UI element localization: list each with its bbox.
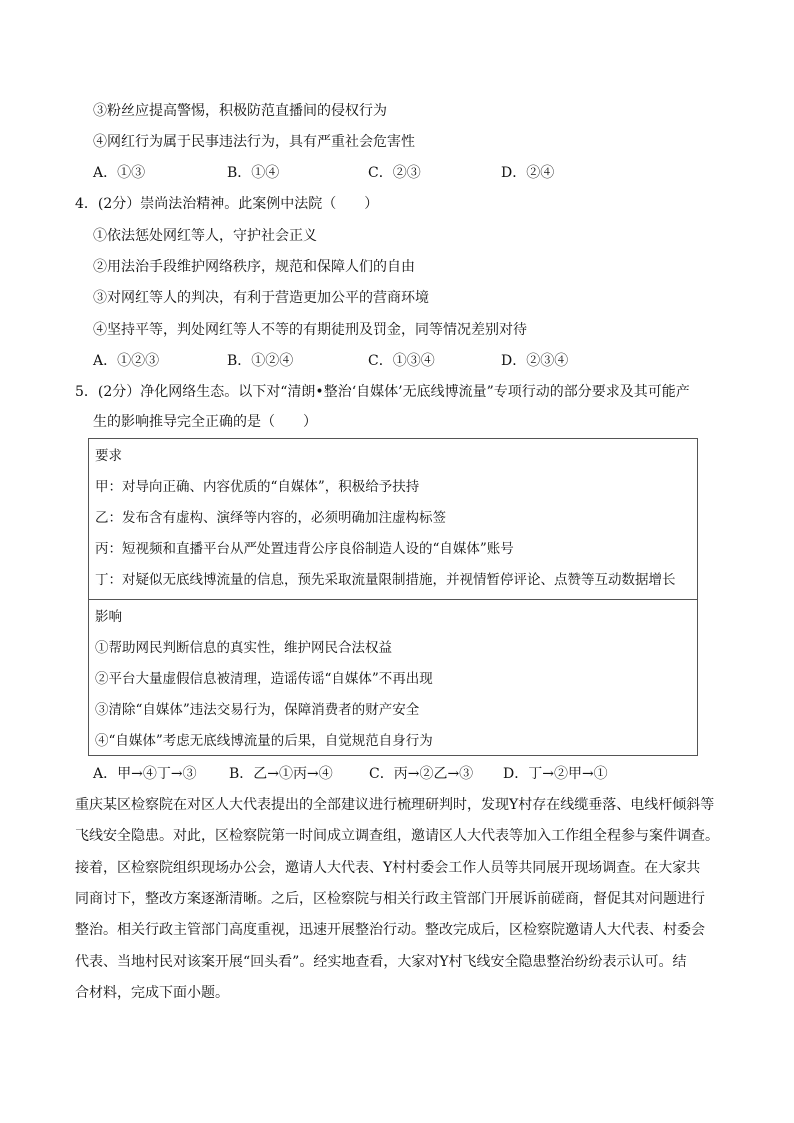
- table-requirement-jia: 甲：对导向正确、内容优质的“自媒体”，积极给予扶持: [95, 479, 420, 495]
- q4-option-b: B．①②④: [227, 353, 294, 369]
- q4-options: [93, 351, 733, 371]
- q5-stem-line-2: 生的影响推导完全正确的是（ ）: [93, 414, 317, 430]
- q3-option-a: A．①③: [93, 165, 146, 181]
- q4-option-d: D．②③④: [501, 353, 569, 369]
- q3-statement-4: ④网红行为属于民事违法行为，具有严重社会危害性: [93, 134, 415, 150]
- q3-option-c: C．②③: [368, 165, 421, 181]
- q3-option-d: D．②④: [501, 165, 555, 181]
- table-effects-header: 影响: [95, 609, 122, 625]
- material-line-5: 整治。相关行政主管部门高度重视，迅速开展整治行动。整改完成后，区检察院邀请人大代表、村委会: [75, 922, 705, 938]
- material-line-6: 代表、当地村民对该案开展“回头看”。经实地查看，大家对Y村飞线安全隐患整治纷纷表示认可。结: [75, 954, 687, 970]
- q5-option-a: A．甲→④丁→③: [93, 766, 197, 782]
- material-line-7: 合材料，完成下面小题。: [75, 985, 229, 1001]
- material-line-4: 同商讨下，整改方案逐渐清晰。之后，区检察院与相关行政主管部门开展诉前磋商，督促其对问题进行: [75, 891, 705, 907]
- q5-option-b: B．乙→①丙→④: [229, 766, 333, 782]
- table-requirement-ding: 丁：对疑似无底线博流量的信息，预先采取流量限制措施，并视情暂停评论、点赞等互动数据增长: [95, 572, 676, 588]
- material-line-3: 接着，区检察院组织现场办公会，邀请人大代表、Y村村委会工作人员等共同展开现场调查。在大家共: [75, 860, 701, 876]
- q3-statement-3: ③粉丝应提高警惕，积极防范直播间的侵权行为: [93, 103, 387, 119]
- table-effect-3: ③清除“自媒体”违法交易行为，保障消费者的财产安全: [95, 702, 420, 718]
- table-requirement-bing: 丙：短视频和直播平台从严处置违背公序良俗制造人设的“自媒体”账号: [95, 541, 514, 557]
- table-divider: [89, 599, 697, 600]
- q4-statement-1: ①依法惩处网红等人，守护社会正义: [93, 228, 317, 244]
- table-requirements-header: 要求: [95, 448, 122, 464]
- material-line-1: 重庆某区检察院在对区人大代表提出的全部建议进行梳理研判时，发现Y村存在线缆垂落、电线杆倾斜等: [75, 797, 715, 813]
- q5-option-d: D．丁→②甲→①: [503, 766, 608, 782]
- q3-options: [93, 163, 733, 183]
- table-effect-1: ①帮助网民判断信息的真实性，维护网民合法权益: [95, 640, 392, 656]
- q4-option-a: A．①②③: [93, 353, 160, 369]
- table-effect-2: ②平台大量虚假信息被清理，造谣传谣“自媒体”不再出现: [95, 671, 433, 687]
- q4-statement-4: ④坚持平等，判处网红等人不等的有期徒刑及罚金，同等情况差别对待: [93, 322, 527, 338]
- q5-options: [93, 764, 733, 784]
- q4-option-c: C．①③④: [368, 353, 435, 369]
- material-line-2: 飞线安全隐患。对此，区检察院第一时间成立调查组，邀请区人大代表等加入工作组全程参与案件调查。: [75, 828, 719, 844]
- q4-statement-2: ②用法治手段维护网络秩序，规范和保障人们的自由: [93, 259, 415, 275]
- q5-stem-line-1: 5．(2分）净化网络生态。以下对“清朗•整治‘自媒体’无底线博流量”专项行动的部分要求及其可能产: [75, 384, 690, 400]
- q4-statement-3: ③对网红等人的判决，有利于营造更加公平的营商环境: [93, 290, 429, 306]
- table-effect-4: ④“自媒体”考虑无底线博流量的后果，自觉规范自身行为: [95, 733, 433, 749]
- q4-stem: 4．(2分）崇尚法治精神。此案例中法院（ ）: [75, 196, 379, 212]
- table-requirement-yi: 乙：发布含有虚构、演绎等内容的，必须明确加注虚构标签: [95, 510, 446, 526]
- q3-option-b: B．①④: [227, 165, 280, 181]
- q5-option-c: C．丙→②乙→③: [369, 766, 474, 782]
- q5-table: [88, 438, 698, 756]
